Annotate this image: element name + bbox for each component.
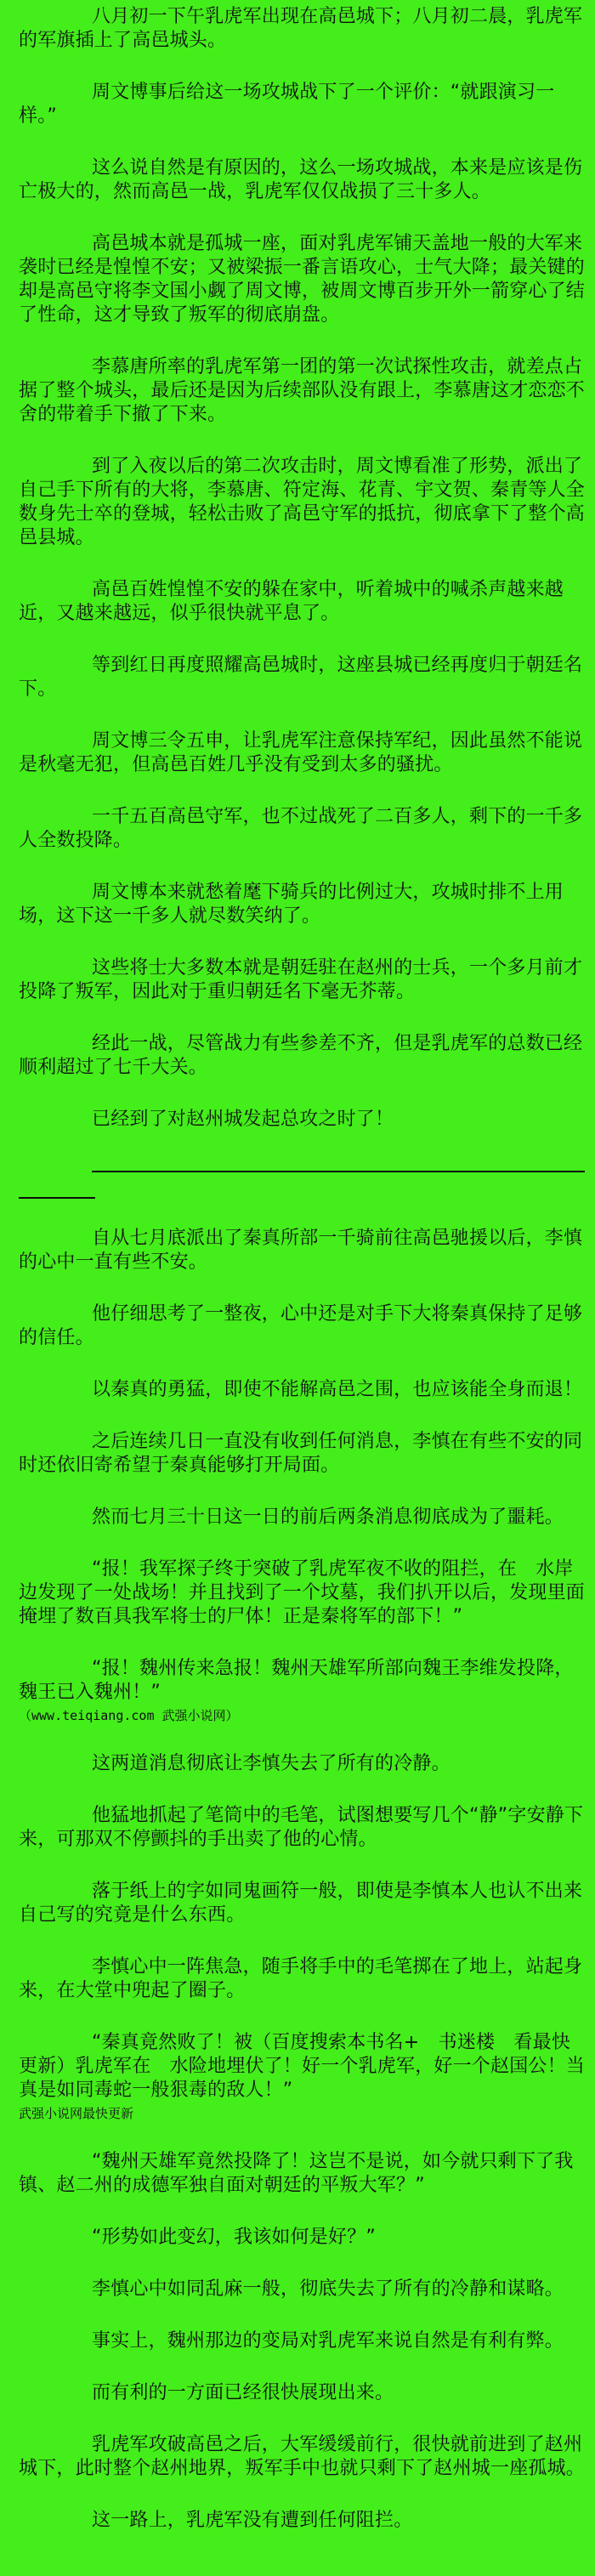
paragraph: “报！魏州传来急报！魏州天雄军所部向魏王李维发投降，魏王已入魏州！” xyxy=(19,1658,574,1703)
paragraph: 一千五百高邑守军，也不过战死了二百多人，剩下的一千多人全数投降。 xyxy=(19,806,583,851)
separator-line-long xyxy=(92,1171,585,1172)
paragraph: 而有利的一方面已经很快展现出来。 xyxy=(92,2382,394,2403)
paragraph: “形势如此变幻，我该如何是好？” xyxy=(92,2227,376,2248)
paragraph: 周文博本来就愁着麾下骑兵的比例过大，攻城时排不上用场，这下这一千多人就尽数笑纳了。 xyxy=(19,882,564,927)
paragraph: 以秦真的勇猛，即使不能解高邑之围，也应该能全身而退！ xyxy=(92,1379,583,1400)
paragraph: 周文博事后给这一场攻城战下了一个评价：“就跟演习一样。” xyxy=(19,82,555,127)
paragraph: 经此一战，尽管战力有些参差不齐，但是乳虎军的总数已经顺利超过了七千大关。 xyxy=(19,1033,583,1078)
paragraph: 然而七月三十日这一日的前后两条消息彻底成为了噩耗。 xyxy=(92,1506,564,1528)
scene-separator xyxy=(19,1171,585,1199)
paragraph: 高邑城本就是孤城一座，面对乳虎军铺天盖地一般的大军来袭时已经是惶惶不安；又被梁振一番言语攻心，士气大降；最关键的却是高邑守将李文国小觑了周文博，被周文博百步开外一箭穿心了结了性命，这才导致了叛军的彻底崩盘。 xyxy=(19,233,586,326)
paragraph: 落于纸上的字如同鬼画符一般，即使是李慎本人也认不出来自己写的究竟是什么东西。 xyxy=(19,1881,583,1926)
paragraph: 这么说自然是有原因的，这么一场攻城战，本来是应该是伤亡极大的，然而高邑一战，乳虎军仅仅战损了三十多人。 xyxy=(19,157,583,202)
paragraph: 周文博三令五申，让乳虎军注意保持军纪，因此虽然不能说是秋毫无犯，但高邑百姓几乎没有受到太多的骚扰。 xyxy=(19,730,583,775)
paragraph-list xyxy=(19,5,585,2533)
paragraph: 自从七月底派出了秦真所部一千骑前往高邑驰援以后，李慎的心中一直有些不安。 xyxy=(19,1228,583,1273)
paragraph: 李慎心中如同乱麻一般，彻底失去了所有的冷静和谋略。 xyxy=(92,2278,564,2300)
paragraph: 等到红日再度照耀高邑城时，这座县城已经再度归于朝廷名下。 xyxy=(19,655,583,700)
paragraph: 他猛地抓起了笔筒中的毛笔，试图想要写几个“静”字安静下来，可那双不停颤抖的手出卖了他的心情。 xyxy=(19,1805,584,1850)
paragraph: 这一路上，乳虎军没有遭到任何阻拦。 xyxy=(92,2510,413,2531)
paragraph: 已经到了对赵州城发起总攻之时了！ xyxy=(92,1109,394,1130)
update-notice: 武强小说网最快更新 xyxy=(19,2106,134,2121)
paragraph: 李慎心中一阵焦急，随手将手中的毛笔掷在了地上，站起身来，在大堂中兜起了圈子。 xyxy=(19,1956,583,2001)
paragraph: 八月初一下午乳虎军出现在高邑城下；八月初二晨，乳虎军的军旗插上了高邑城头。 xyxy=(19,6,583,51)
paragraph: 他仔细思考了一整夜，心中还是对手下大将秦真保持了足够的信任。 xyxy=(19,1303,583,1348)
paragraph: 高邑百姓惶惶不安的躲在家中，听着城中的喊杀声越来越近，又越来越远，似乎很快就平息了。 xyxy=(19,579,564,624)
paragraph: 这些将士大多数本就是朝廷驻在赵州的士兵，一个多月前才投降了叛军，因此对于重归朝廷名下毫无芥蒂。 xyxy=(19,957,583,1002)
separator-line-short xyxy=(19,1197,95,1199)
paragraph: “秦真竟然败了！被（百度搜索本书名+ 书迷楼 看最快更新）乳虎军在 水险地埋伏了！好一个乳虎军，好一个赵国公！当真是如同毒蛇一般狠毒的敌人！” xyxy=(19,2032,586,2101)
site-watermark: （www.teiqiang.com 武强小说网） xyxy=(19,1708,239,1723)
paragraph: 事实上，魏州那边的变局对乳虎军来说自然是有利有弊。 xyxy=(92,2330,564,2352)
paragraph: “魏州天雄军竟然投降了！这岂不是说，如今就只剩下了我镇、赵二州的成德军独自面对朝廷的平叛大军？” xyxy=(19,2151,574,2196)
paragraph: “报！我军探子终于突破了乳虎军夜不收的阻拦，在 水岸边发现了一处战场！并且找到了一个坟墓，我们扒开以后，发现里面掩埋了数百具我军将士的尸体！正是秦将军的部下！” xyxy=(19,1558,586,1627)
paragraph: 乳虎军攻破高邑之后，大军缓缓前行，很快就前进到了赵州城下，此时整个赵州地界，叛军手中也就只剩下了赵州城一座孤城。 xyxy=(19,2434,586,2479)
paragraph: 到了入夜以后的第二次攻击时，周文博看准了形势，派出了自己手下所有的大将，李慕唐、符定海、花青、宇文贺、秦青等人全数身先士卒的登城，轻松击败了高邑守军的抵抗，彻底拿下了整个高邑县城。 xyxy=(19,456,586,548)
paragraph: 李慕唐所率的乳虎军第一团的第一次试探性攻击，就差点占据了整个城头，最后还是因为后续部队没有跟上，李慕唐这才恋恋不舍的带着手下撤了下来。 xyxy=(19,356,586,425)
paragraph: 这两道消息彻底让李慎失去了所有的冷静。 xyxy=(92,1753,450,1774)
paragraph: 之后连续几日一直没有收到任何消息，李慎在有些不安的同时还依旧寄希望于秦真能够打开局面。 xyxy=(19,1431,583,1476)
